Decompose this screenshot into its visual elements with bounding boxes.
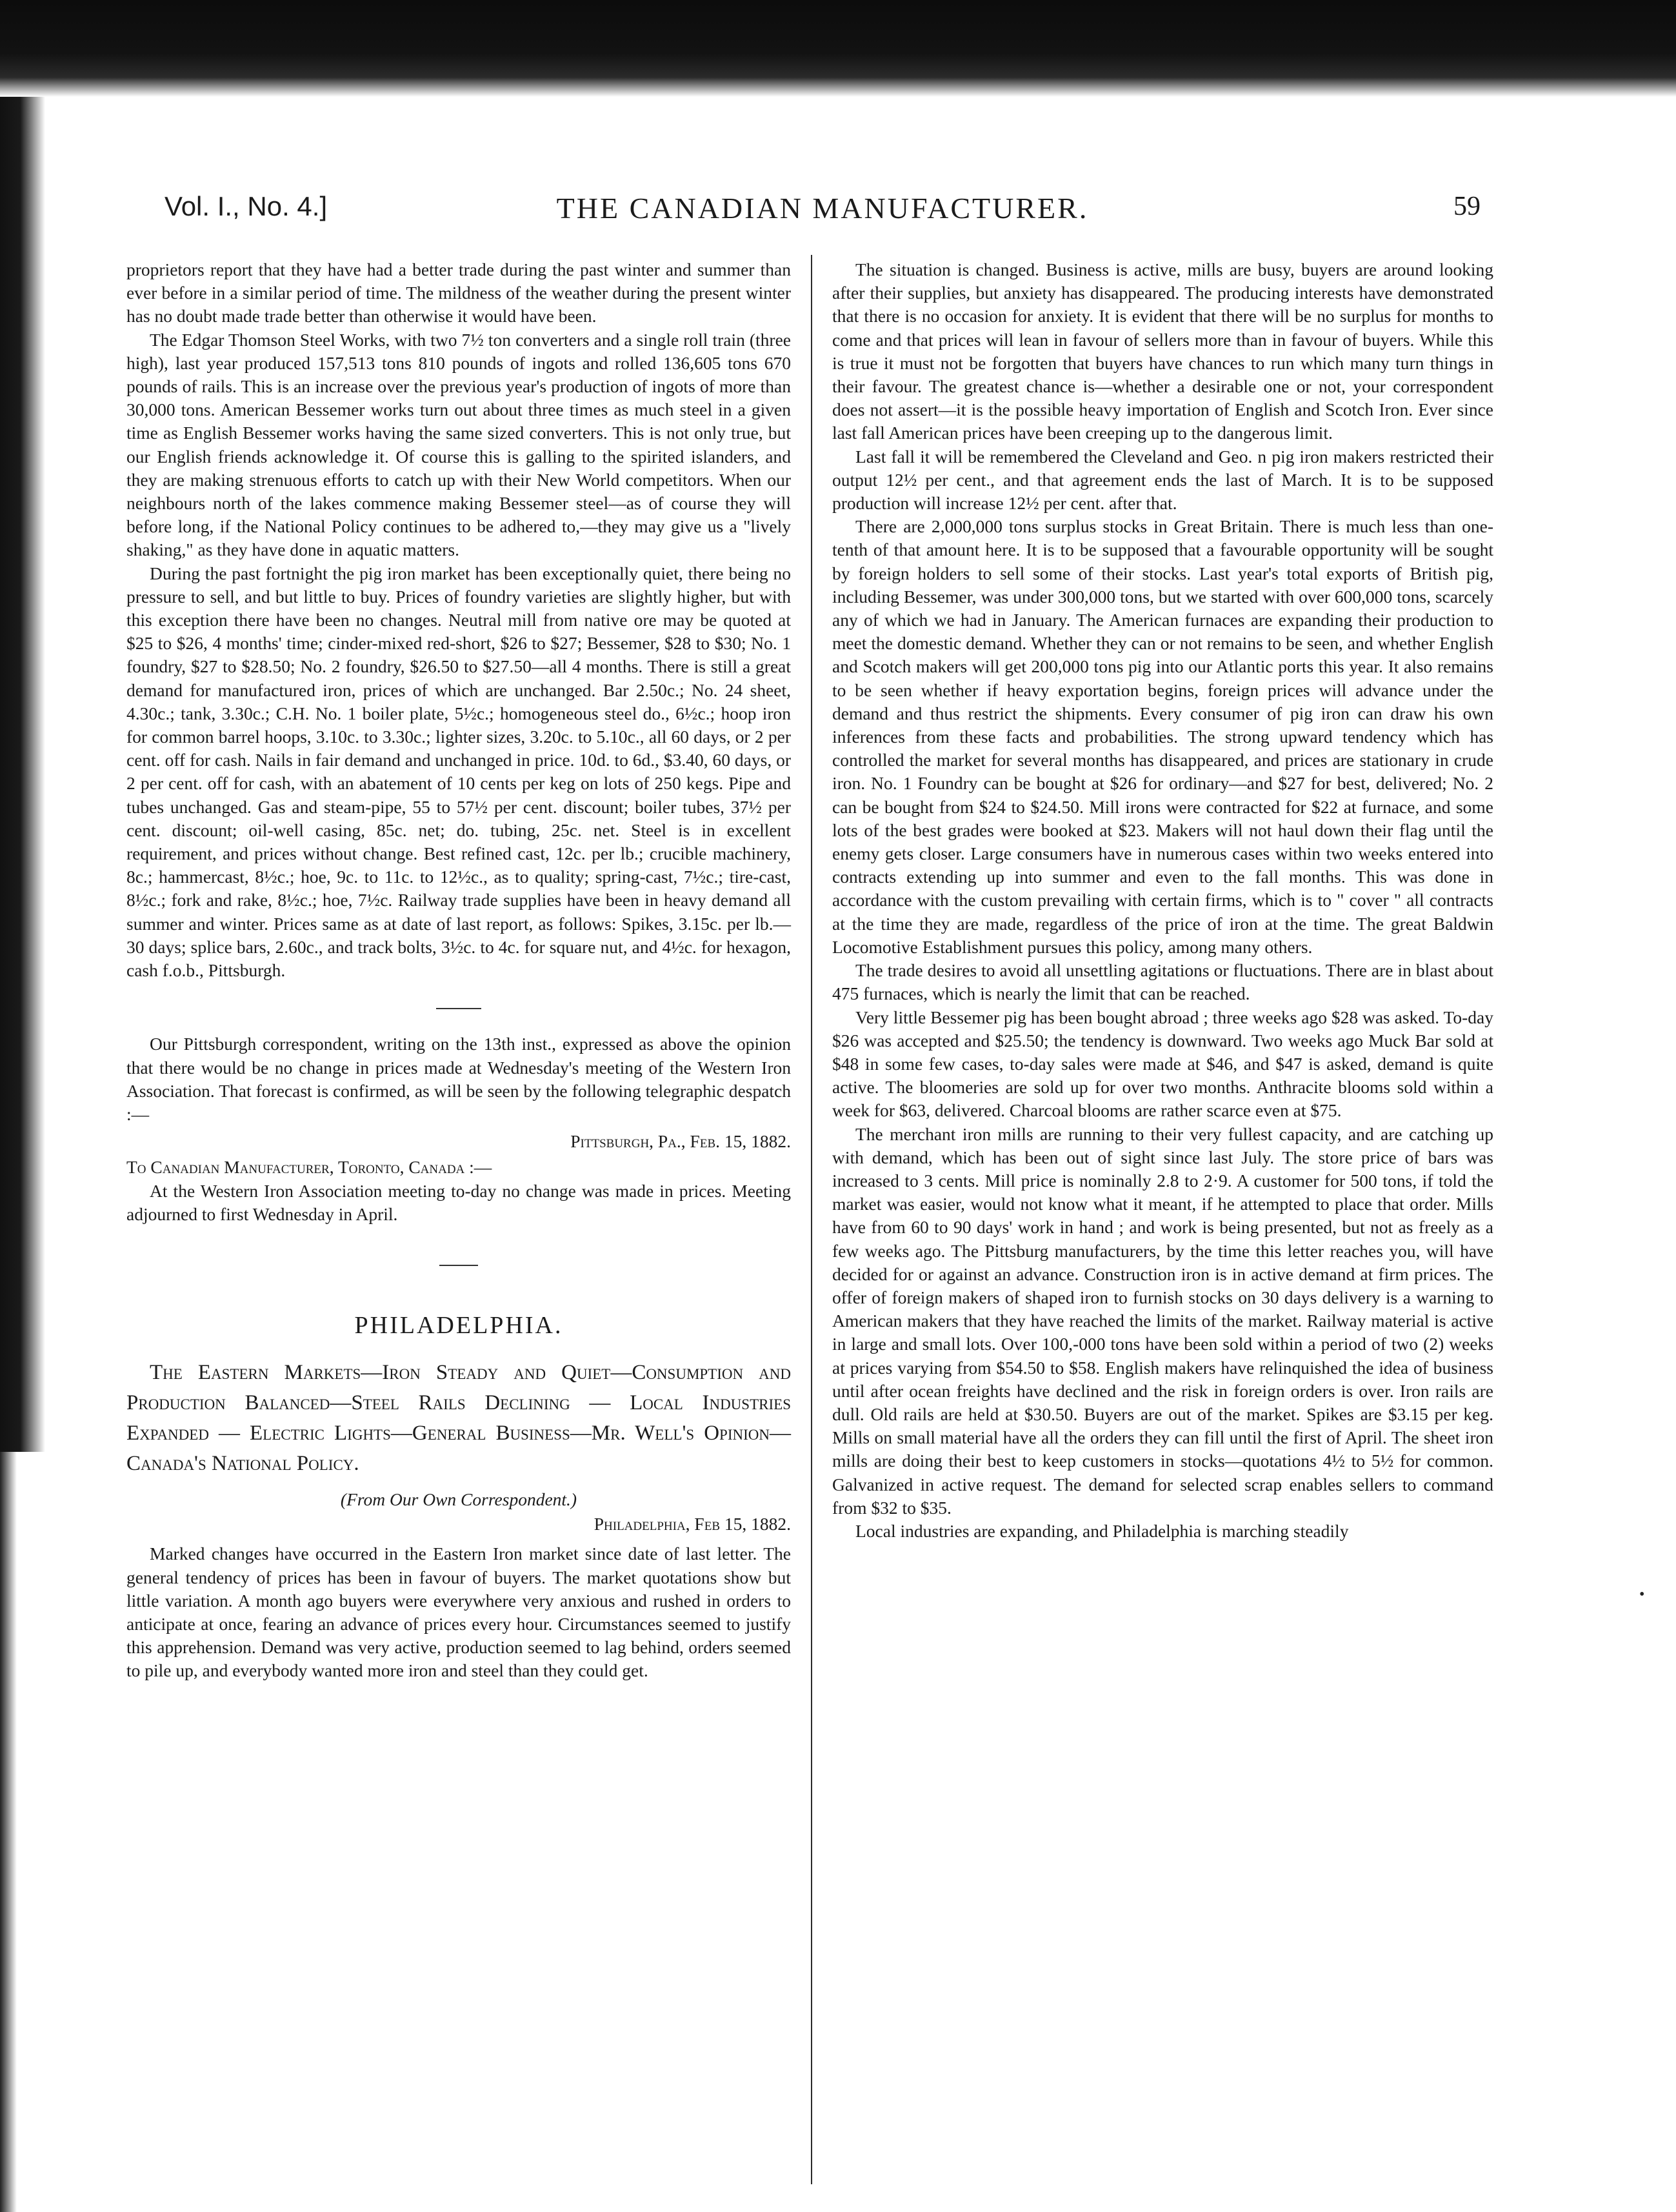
telegram-dateline: Pittsburgh, Pa., Feb. 15, 1882. [570, 1131, 791, 1152]
column-divider [811, 255, 812, 2184]
paragraph: The trade desires to avoid all unsettling agitations or fluctuations. There are in blast about 475 furnaces, which is nearly the limit that can be reached. [832, 960, 1493, 1004]
paragraph: The situation is changed. Business is active, mills are busy, buyers are around looking after their supplies, but anxiety has disappeared. The producing interests have demonstrated that there is no occasion for anxiety. It is evident that there will be no surplus for months to come and that prices will lean in favour of sellers more than in favour of buyers. While this is true it must not be forgotten that buyers have chances to run which many turn things in their favour. The greatest chance is—whether a desirable one or not, your correspondent does not assert—it is the possible heavy importation of English and Scotch Iron. Ever since last fall American prices have been creeping up to the dangerous limit. [832, 259, 1493, 443]
paragraph: Local industries are expanding, and Philadelphia is marching steadily [855, 1520, 1349, 1541]
section-subtitle: The Eastern Markets—Iron Steady and Quiet—Consumption and Production Balanced—Steel Rails Declining — Local Industries Expanded — Electric Lights—General Business—Mr. Well's Opinion—Canada's National Policy. [126, 1360, 791, 1475]
telegram-intro: Our Pittsburgh correspondent, writing on the 13th inst., expressed as above the opinion that there would be no change in prices made at Wednesday's meeting of the Western Iron Association. That forecast is confirmed, as will be seen by the following telegraphic despatch :— [126, 1034, 791, 1124]
scan-border-left-lower [0, 1452, 17, 2212]
publication-title: THE CANADIAN MANUFACTURER. [556, 192, 1089, 225]
paragraph: There are 2,000,000 tons surplus stocks in Great Britain. There is much less than one-tenth of that amount here. It is to be supposed that a favourable opportunity will be sought by foreign holders to sell some of their stocks. Last year's total exports of British pig, including Bessemer, was under 300,000 tons, but we started with over 600,000 tons, scarcely any of which we had in January. The American furnaces are expanding their production to meet the domestic demand. Whether they can or not remains to be seen, and whether English and Scotch makers will get 200,000 tons pig into our Atlantic ports this year. It also remains to be seen whether if heavy exportation begins, foreign prices will advance under the demand and thus restrict the shipments. Every consumer of pig iron can draw his own inferences from these facts and probabilities. The strong upward tendency which has controlled the market for several months has disappeared, and prices are stationary in crude iron. No. 1 Foundry can be bought at $26 for ordinary—and $27 for best, delivered; No. 2 can be bought from $24 to $24.50. Mill irons were contracted for $22 at furnace, and some lots of the best grades were booked at $23. Makers will not haul down their flag until the enemy gets closer. Large consumers have in numerous cases within two weeks entered into contracts extending up into summer and even to the fall months. This was done in accordance with the custom prevailing with certain firms, which is to " cover " all contracts at the time they are made, regardless of the price of iron at the time. The great Baldwin Locomotive Establishment pursues this policy, among many others. [832, 516, 1493, 957]
section-title: PHILADELPHIA. [354, 1311, 563, 1339]
paragraph: Last fall it will be remembered the Cleveland and Geo. n pig iron makers restricted their output 12½ per cent., and that agreement ends the last of March. It is to be supposed production will increase 12½ per cent. after that. [832, 446, 1493, 514]
divider [439, 1265, 478, 1266]
page-header [165, 191, 1481, 236]
page-number: 59 [1453, 192, 1481, 221]
paragraph: Very little Bessemer pig has been bought abroad ; three weeks ago $28 was asked. To-day $26 was accepted and $25.50; the tendency is downward. Two weeks ago Muck Bar sold at $48 in some few cases, to-day sales were made at $46, and $47 is asked, demand is quite active. The bloomeries are sold up for over two months. Anthracite blooms sold within a week for $63, delivered. Charcoal blooms are rather scarce even at $75. [832, 1007, 1493, 1121]
paragraph: The Edgar Thomson Steel Works, with two 7½ ton converters and a single roll train (three high), last year produced 157,513 tons 810 pounds of ingots and rolled 136,605 tons 670 pounds of rails. This is an increase over the previous year's production of ingots of more than 30,000 tons. American Bessemer works turn out about three times as much steel in a given time as English Bessemer works having the same sized converters. This is not only true, but our English friends acknowledge it. Of course this is galling to the spirited islanders, and they are making strenuous efforts to catch up with their New World competitors. When our neighbours north of the lakes commence making Bessemer steel—as of course they will before long, if the National Policy continues to be adhered to,—they may give us a "lively shaking," as they have done in aquatic matters. [126, 329, 791, 560]
paragraph: proprietors report that they have had a better trade during the past winter and summer than ever before in a similar period of time. The mildness of the weather during the present winter has no doubt made trade better than otherwise it would have been. [126, 259, 791, 327]
left-column [126, 258, 791, 1683]
telegram-addressee: To Canadian Manufacturer, Toronto, Canada :— [126, 1157, 492, 1178]
byline: (From Our Own Correspondent.) [340, 1489, 577, 1509]
right-column [832, 258, 1493, 1543]
divider [436, 1008, 481, 1009]
volume-number: Vol. I., No. 4.] [165, 191, 328, 221]
margin-mark: • [1639, 1586, 1645, 1603]
scan-border-left [0, 97, 45, 1452]
telegram-body: At the Western Iron Association meeting to-day no change was made in prices. Meeting adjourned to first Wednesday in April. [126, 1180, 791, 1224]
scan-border-top [0, 0, 1676, 97]
paragraph: Marked changes have occurred in the Eastern Iron market since date of last letter. The general tendency of prices has been in favour of buyers. The market quotations show but little variation. A month ago buyers were everywhere very anxious and rushed in orders to anticipate at once, fearing an advance of prices every hour. Circumstances seemed to justify this apprehension. Demand was very active, production seemed to lag behind, orders seemed to pile up, and everybody wanted more iron and steel than they could get. [126, 1543, 791, 1681]
paragraph: During the past fortnight the pig iron market has been exceptionally quiet, there being no pressure to sell, and but little to buy. Prices of foundry varieties are slightly higher, but with this exception there have been no changes. Neutral mill from native ore may be quoted at $25 to $26, 4 months' time; cinder-mixed red-short, $26 to $27; Bessemer, $28 to $30; No. 1 foundry, $27 to $28.50; No. 2 foundry, $26.50 to $27.50—all 4 months. There is still a great demand for manufactured iron, prices of which are unchanged. Bar 2.50c.; No. 24 sheet, 4.30c.; tank, 3.30c.; C.H. No. 1 boiler plate, 5½c.; homogeneous steel do., 6½c.; hoop iron for common barrel hoops, 3.10c. to 3.30c.; lighter sizes, 3.20c. to 5.10c., all 60 days, or 2 per cent. off for cash. Nails in fair demand and unchanged in price. 10d. to 6d., $3.40, 60 days, or 2 per cent. off for cash, with an abatement of 10 cents per keg on lots of 250 kegs. Pipe and tubes unchanged. Gas and steam-pipe, 55 to 57½ per cent. discount; boiler tubes, 37½ per cent. discount; oil-well casing, 85c. net; do. tubing, 25c. net. Steel is in excellent requirement, and prices without change. Best refined cast, 12c. per lb.; crucible machinery, 8c.; hammercast, 8½c.; hoe, 9c. to 11c. to 12½c., as to quality; spring-cast, 7½c.; tire-cast, 8½c.; fork and rake, 8½c.; hoe, 7½c. Railway trade supplies have been in heavy demand all summer and winter. Prices same as at date of last report, as follows: Spikes, 3.15c. per lb.—30 days; splice bars, 2.60c., and track bolts, 3½c. to 4c. for square nut, and 4½c. for hexagon, cash f.o.b., Pittsburgh. [126, 563, 791, 981]
dateline: Philadelphia, Feb 15, 1882. [594, 1514, 791, 1534]
paragraph: The merchant iron mills are running to their very fullest capacity, and are catching up with demand, which has been out of sight since last July. The store price of bars was increased to 3 cents. Mill price is nominally 2.8 to 2·9. A customer for 500 tons, if told the market was easier, would not know what it meant, if he attempted to place that order. Mills have from 60 to 90 days' work in hand ; and work is being presented, but not as freely as a few weeks ago. The Pittsburg manufacturers, by the time this letter reaches you, will have decided for or against an advance. Construction iron is in active demand at firm prices. The offer of foreign makers of shaped iron to furnish stocks on 30 days delivery is a warning to American makers that they have reached the limits of the market. Railway material is active in large and small lots. Over 100,-000 tons have been sold within a period of two (2) weeks at prices varying from $54.50 to $58. English makers have relinquished the idea of business until after ocean freights have declined and the risk in foreign orders is over. Iron rails are dull. Old rails are held at $30.50. Buyers are out of the market. Spikes are $3.15 per keg. Mills on small material have all the orders they can fill until the first of April. The sheet iron mills are doing their best to keep customers in stocks—quotations 4½ to 5½ for common. Galvanized in active request. The demand for selected scrap enables sellers to command from $32 to $35. [832, 1123, 1493, 1518]
